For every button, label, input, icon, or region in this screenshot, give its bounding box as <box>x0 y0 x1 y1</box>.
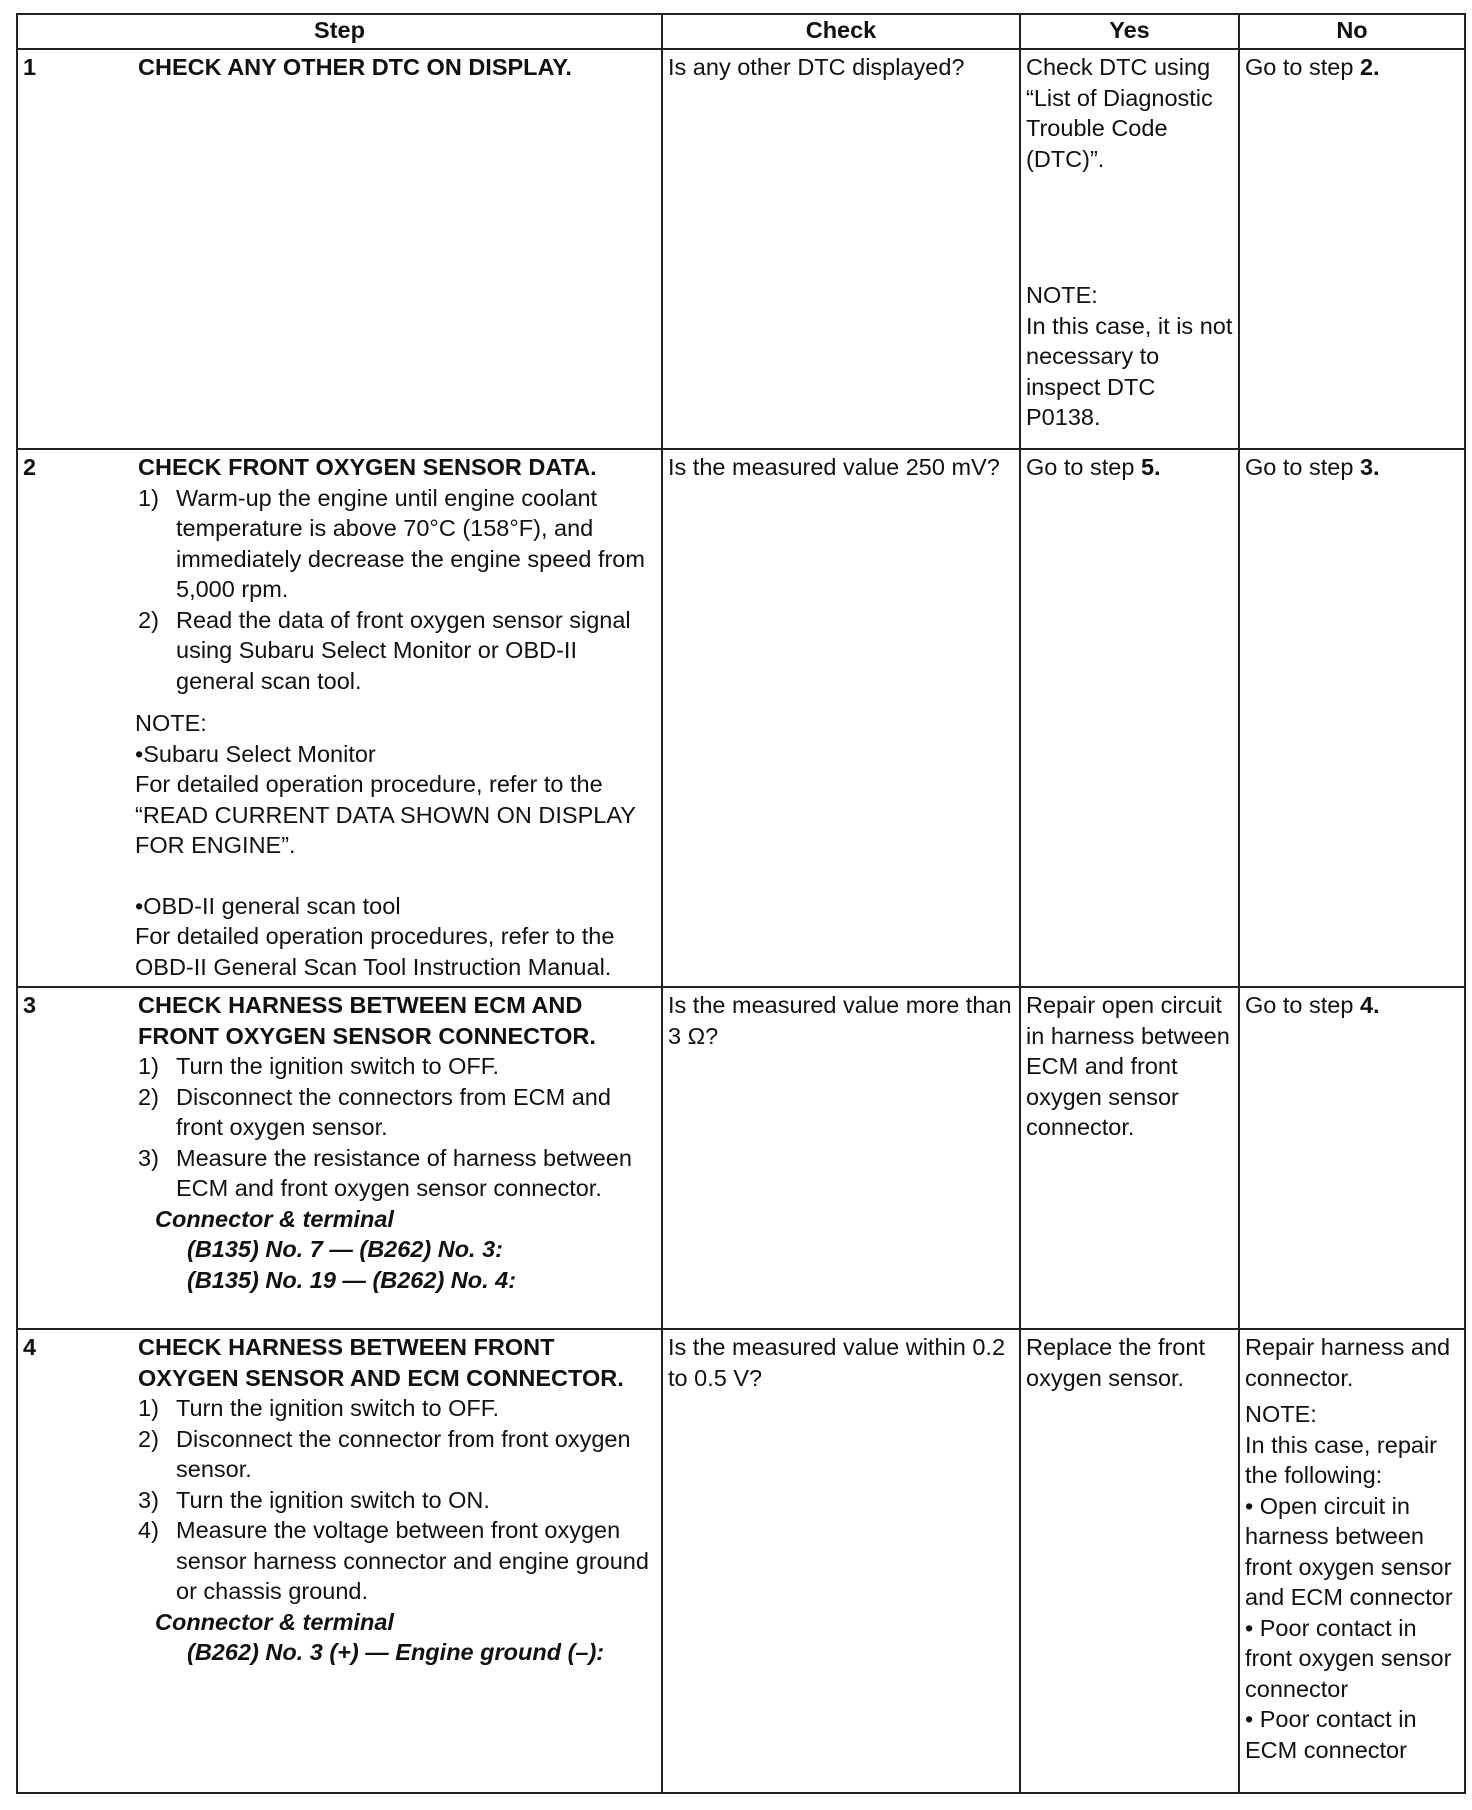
yes-note-text: In this case, it is not necessary to inspect DTC P0138. <box>1026 312 1233 430</box>
item-number: 1) <box>138 484 159 511</box>
step-cell <box>17 1329 662 1793</box>
item-text: Disconnect the connector from front oxygen sensor. <box>176 1425 631 1482</box>
check-cell: Is the measured value 250 mV? <box>662 449 1020 987</box>
step-link[interactable]: 3. <box>1359 454 1380 480</box>
check-cell: Is the measured value more than 3 Ω? <box>662 987 1020 1329</box>
check-cell: Is the measured value within 0.2 to 0.5 V? <box>662 1329 1020 1793</box>
header-yes: Yes <box>1020 14 1239 49</box>
table-header-row <box>17 14 1465 49</box>
no-note-intro: In this case, repair the following: <box>1245 1431 1438 1488</box>
yes-note-label: NOTE: <box>1026 282 1098 308</box>
item-text: Measure the voltage between front oxygen sensor harness connector and engine ground or chassis ground. <box>176 1517 649 1604</box>
no-note-bullet: • Poor contact in front oxygen sensor connector <box>1245 1614 1452 1702</box>
procedure-list <box>138 483 656 697</box>
no-text: Go to step <box>1245 992 1360 1018</box>
procedure-item <box>138 1424 656 1485</box>
header-step: Step <box>17 14 662 49</box>
step-link[interactable]: 5. <box>1140 454 1161 480</box>
item-text: Turn the ignition switch to ON. <box>176 1486 490 1513</box>
header-check: Check <box>662 14 1020 49</box>
item-number: 1) <box>138 1395 159 1421</box>
no-cell <box>1239 49 1465 449</box>
item-number: 2) <box>138 1083 159 1110</box>
note-text: For detailed operation procedures, refer to the OBD-II General Scan Tool Instruction Manual. <box>135 923 615 980</box>
step-link[interactable]: 4. <box>1359 992 1380 1018</box>
connector-terminal-line: (B135) No. 7 — (B262) No. 3: <box>187 1236 504 1262</box>
item-text: Measure the resistance of harness between ECM and front oxygen sensor connector. <box>176 1144 632 1201</box>
step-link[interactable]: 2. <box>1359 54 1380 80</box>
table-row <box>17 449 1465 987</box>
yes-text: Go to step <box>1026 454 1141 480</box>
note-text: For detailed operation procedure, refer to the “READ CURRENT DATA SHOWN ON DISPLAY FOR ENGINE”. <box>135 771 636 858</box>
item-text: Turn the ignition switch to OFF. <box>176 1395 500 1421</box>
item-number: 2) <box>138 606 159 633</box>
yes-cell: Repair open circuit in harness between ECM and front oxygen sensor connector. <box>1020 987 1239 1329</box>
step-title: CHECK ANY OTHER DTC ON DISPLAY. <box>138 54 572 80</box>
no-cell <box>1239 1329 1465 1793</box>
step-cell <box>17 49 662 449</box>
item-text: Read the data of front oxygen sensor signal using Subaru Select Monitor or OBD-II general scan tool. <box>176 606 631 694</box>
table-row <box>17 49 1465 449</box>
yes-cell <box>1020 449 1239 987</box>
note-block <box>135 708 656 982</box>
connector-terminal-label: Connector & terminal <box>155 1608 394 1635</box>
table-row <box>17 987 1465 1329</box>
connector-terminal-line: (B135) No. 19 — (B262) No. 4: <box>187 1266 517 1293</box>
procedure-item <box>138 1515 656 1607</box>
table-row <box>17 1329 1465 1793</box>
procedure-item <box>138 1051 656 1082</box>
yes-text: Check DTC using “List of Diagnostic Trouble Code (DTC)”. <box>1026 54 1213 172</box>
diagnostic-table <box>16 13 1466 1794</box>
procedure-item <box>138 605 656 697</box>
item-text: Turn the ignition switch to OFF. <box>176 1053 500 1079</box>
no-cell <box>1239 987 1465 1329</box>
diagnostic-procedure-page <box>16 13 1464 1794</box>
item-text: Disconnect the connectors from ECM and front oxygen sensor. <box>176 1083 611 1140</box>
procedure-item <box>138 483 656 605</box>
connector-terminal-line: (B262) No. 3 (+) — Engine ground (–): <box>187 1639 605 1665</box>
note-title: •OBD-II general scan tool <box>135 892 401 919</box>
item-text: Warm-up the engine until engine coolant temperature is above 70°C (158°F), and immediately decrease the engine speed from 5,000 rpm. <box>176 484 645 602</box>
step-cell <box>17 987 662 1329</box>
no-text: Go to step <box>1245 54 1360 80</box>
procedure-list <box>138 1051 656 1204</box>
no-note-bullet: • Open circuit in harness between front oxygen sensor and ECM connector <box>1245 1492 1453 1610</box>
step-title: CHECK FRONT OXYGEN SENSOR DATA. <box>138 454 597 480</box>
yes-cell: Replace the front oxygen sensor. <box>1020 1329 1239 1793</box>
procedure-item <box>138 1393 656 1424</box>
no-note-label: NOTE: <box>1245 1401 1317 1427</box>
step-title: CHECK HARNESS BETWEEN FRONT OXYGEN SENSOR AND ECM CONNECTOR. <box>138 1334 624 1391</box>
no-text: Go to step <box>1245 454 1360 480</box>
procedure-item <box>138 1082 656 1143</box>
check-cell: Is any other DTC displayed? <box>662 49 1020 449</box>
step-cell <box>17 449 662 987</box>
procedure-item <box>138 1143 656 1204</box>
procedure-list <box>138 1393 656 1607</box>
note-title: •Subaru Select Monitor <box>135 740 376 767</box>
header-no: No <box>1239 14 1465 49</box>
item-number: 3) <box>138 1486 159 1513</box>
connector-terminal-label: Connector & terminal <box>155 1205 394 1232</box>
step-title: CHECK HARNESS BETWEEN ECM AND FRONT OXYGEN SENSOR CONNECTOR. <box>138 992 596 1049</box>
no-text: Repair harness and connector. <box>1245 1334 1451 1391</box>
yes-cell <box>1020 49 1239 449</box>
step-number: 1 <box>23 54 37 80</box>
step-number: 2 <box>23 454 37 480</box>
procedure-item <box>138 1485 656 1516</box>
item-number: 2) <box>138 1425 159 1452</box>
no-cell <box>1239 449 1465 987</box>
item-number: 4) <box>138 1517 159 1543</box>
note-label: NOTE: <box>135 710 207 736</box>
step-number: 3 <box>23 992 37 1018</box>
item-number: 1) <box>138 1053 159 1079</box>
step-number: 4 <box>23 1334 37 1360</box>
item-number: 3) <box>138 1144 159 1171</box>
no-note-bullet: • Poor contact in ECM connector <box>1245 1706 1417 1763</box>
